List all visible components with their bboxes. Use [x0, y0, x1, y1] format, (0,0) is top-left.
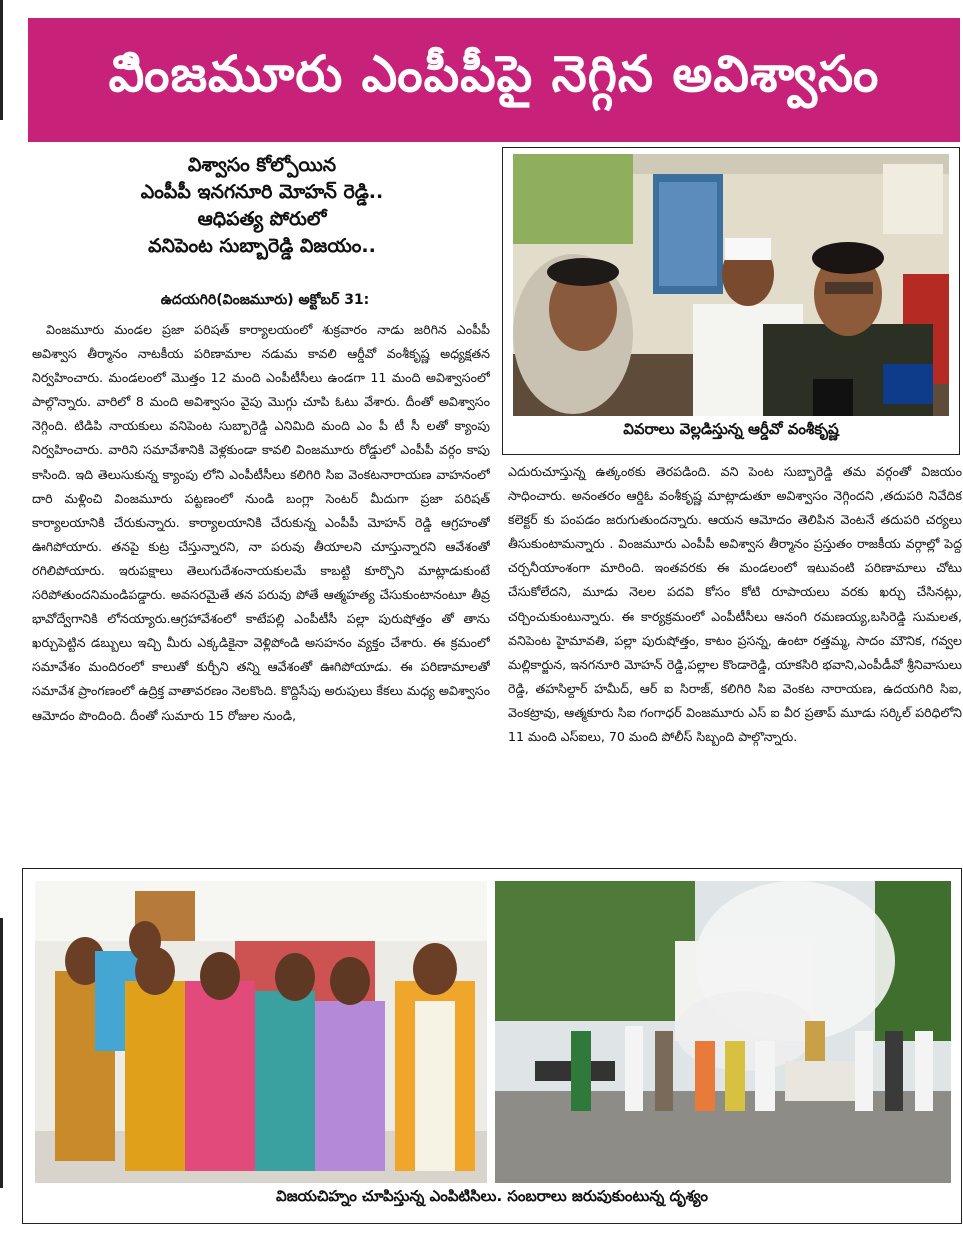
celebration-photos-caption: విజయచిహ్నం చూపిస్తున్న ఎంపిటిసిలు. సంబరాలు జరుపుకుంటున్న దృశ్యం	[276, 1187, 708, 1205]
dateline: ఉదయగిరి(వింజమూరు) అక్టోబర్ 31:	[160, 292, 370, 308]
subheadline-line: విశ్వాసం కోల్పోయిన	[187, 154, 337, 176]
celebration-fireworks-photo	[495, 881, 951, 1183]
celebration-fireworks-photo-art	[495, 881, 951, 1183]
victory-sign-group-photo	[35, 881, 487, 1183]
subheadline-line: వనిపెంట సుబ్బారెడ్డి విజయం..	[148, 235, 376, 257]
rdo-photo-caption: వివరాలు వెల్లడిస్తున్న ఆర్డీవో వంశీకృష్ణ	[623, 420, 839, 438]
subheadline-line: ఎంపీపీ ఇనగనూరి మోహన్ రెడ్డి..	[140, 181, 384, 203]
celebration-photos-frame	[22, 868, 962, 1224]
left-edge-rule-bottom	[0, 918, 3, 1188]
left-edge-rule-top	[0, 0, 3, 120]
article-body-column-1: వింజమూరు మండల ప్రజా పరిషత్ కార్యాలయంలో శుక్రవారం నాడు జరిగిన ఎంపీపీ అవిశ్వాస తీర్మానం నాటకీయ పరిణామాల నడుమ కావలి ఆర్డీవో వంశీకృష్ణ అధ్యక్షతన నిర్వహించారు. మండలంలో మొత్తం 12 మంది ఎంపీటీసీలు ఉండగా 11 మంది అవిశ్వాసంలో పాల్గొన్నారు. వారిలో 8 మంది అవిశ్వాసం వైపు మొగ్గు చూపి ఓటు వేశారు. దీంతో అవిశ్వాసం నెగ్గింది. టిడిపి నాయకులు వనిపెంట సుబ్బారెడ్డి ఎనిమిది మంది ఎం పీ టీ సీ లతో క్యాంపు నిర్వహించారు. వారిని సమావేశానికి వెళ్లకుండా కావలి వింజమూరు రోడ్డులో ఎంపీపీ వర్గం కాపు కాసింది. ఇది తెలుసుకున్న క్యాంపు లోని ఎంపీటీసీలు కలిగిరి సిఐ వెంకటనారాయణ వాహనంలో దారి మళ్లించి వింజమూరు పట్టణంలో నుండి బంగ్లా సెంటర్ మీదుగా ప్రజా పరిషత్ కార్యాలయానికి చేరుకున్నారు. కార్యాలయానికి చేరుకున్న ఎంపీపీ మోహన్ రెడ్డి ఆగ్రహంతో ఊగిపోయారు. తనపై కుట్ర చేస్తున్నారని, నా పరువు తీయాలని చూస్తున్నారని ఆవేశంతో రగిలిపోయారు. ఇరుపక్షాలు తెలుగుదేశంనాయకులమే కాబట్టి కూర్చొని మాట్లాడుకుంటే సరిపోతుందనిమండిపడ్డారు. అవసరమైతే తన పరువు పోతే ఆత్మహత్య చేసుకుంటానంటూ తీవ్ర భావోద్వేగానికి లోనయ్యారు.ఆగ్రహావేశంలో కాటేపల్లి ఎంపీటీసీ పల్లా పురుషోత్తం తో తాను ఖర్చుపెట్టిన డబ్బులు ఇచ్చి మీరు ఎక్కడికైనా వెళ్లిపోండి అసహనం వ్యక్తం చేశారు. ఈ క్రమంలో సమావేశం మందిరంలో కాలుతో కుర్చీని తన్ని ఆవేశంతో ఊగిపోయాడు. ఈ పరిణామాలతో సమావేశ ప్రాంగణంలో ఉద్రిక్త వాతావరణం నెలకొంది. కొద్దిసేపు అరుపులు కేకలు మధ్య అవిశ్వాసం ఆమోదం పొందింది. దీంతో సుమారు 15 రోజుల నుండి,	[32, 322, 490, 723]
headline-banner	[28, 18, 960, 142]
article-body-column-2: ఎదురుచూస్తున్న ఉత్కంఠకు తెరపడింది. వని పెంట సుబ్బారెడ్డి తమ వర్గంతో విజయం సాధించారు. అనంతరం ఆర్డిఓ వంశీకృష్ణ మాట్లాడుతూ అవిశ్వాసం నెగ్గిందని ,తదుపరి నివేదిక కలెక్టర్ కు పంపడం జరుగుతుందన్నారు. ఆయన ఆమోదం తెలిపిన వెంటనే తదుపరి చర్యలు తీసుకుంటామన్నారు . వింజమూరు ఎంపీపీ అవిశ్వాస తీర్మానం ప్రస్తుతం రాజకీయ వర్గాల్లో పెద్ద చర్చనీయాంశంగా మారింది. ఇంతవరకు ఈ మండలంలో ఇటువంటి పరిణామాలు చోటు చేసుకోలేదని, మూడు నెలల పదవి కోసం కోటి రూపాయలు వరకు ఖర్చు చేసినట్లు, చర్చించుకుంటున్నారు. ఈ కార్యక్రమంలో ఎంపీటీసీలు ఆనంగి రమణయ్య,బసిరెడ్డి సుమలత, వనిపెంట హైమావతి, పల్లా పురుషోత్తం, కాటం ప్రసన్న, ఉంటా రత్తమ్మ, సాదం మౌనిక, గవ్వల మల్లికార్జున, ఇనగనూరి మోహన్ రెడ్డి,పల్లాల కొండారెడ్డి, యాకసిరి భవాని,ఎంపీడీవో శ్రీనివాసులు రెడ్డి, తహసిల్దార్ హమీద్, ఆర్ ఐ సిరాజ్, కలిగిరి సిఐ వెంకట నారాయణ, ఉదయగిరి సిఐ, వెంకట్రావు, ఆత్మకూరు సిఐ గంగాధర్ వింజమూరు ఎస్ ఐ వీర ప్రతాప్ మూడు సర్కిల్ పరిధిలోని 11 మంది ఎస్ఐలు, 70 మంది పోలీస్ సిబ్బంది పాల్గొన్నారు.	[508, 464, 962, 745]
subheadline-line: ఆధిపత్య పోరులో	[197, 208, 327, 230]
headline: విింజమూరు ఎంపీపీపై నెగ్గిన అవిశ్వాసం	[108, 44, 880, 103]
rdo-press-photo-art	[513, 154, 949, 416]
rdo-press-photo	[513, 154, 949, 416]
subheadline	[32, 152, 492, 260]
rdo-photo-frame	[502, 147, 960, 455]
victory-sign-group-photo-art	[35, 881, 487, 1183]
